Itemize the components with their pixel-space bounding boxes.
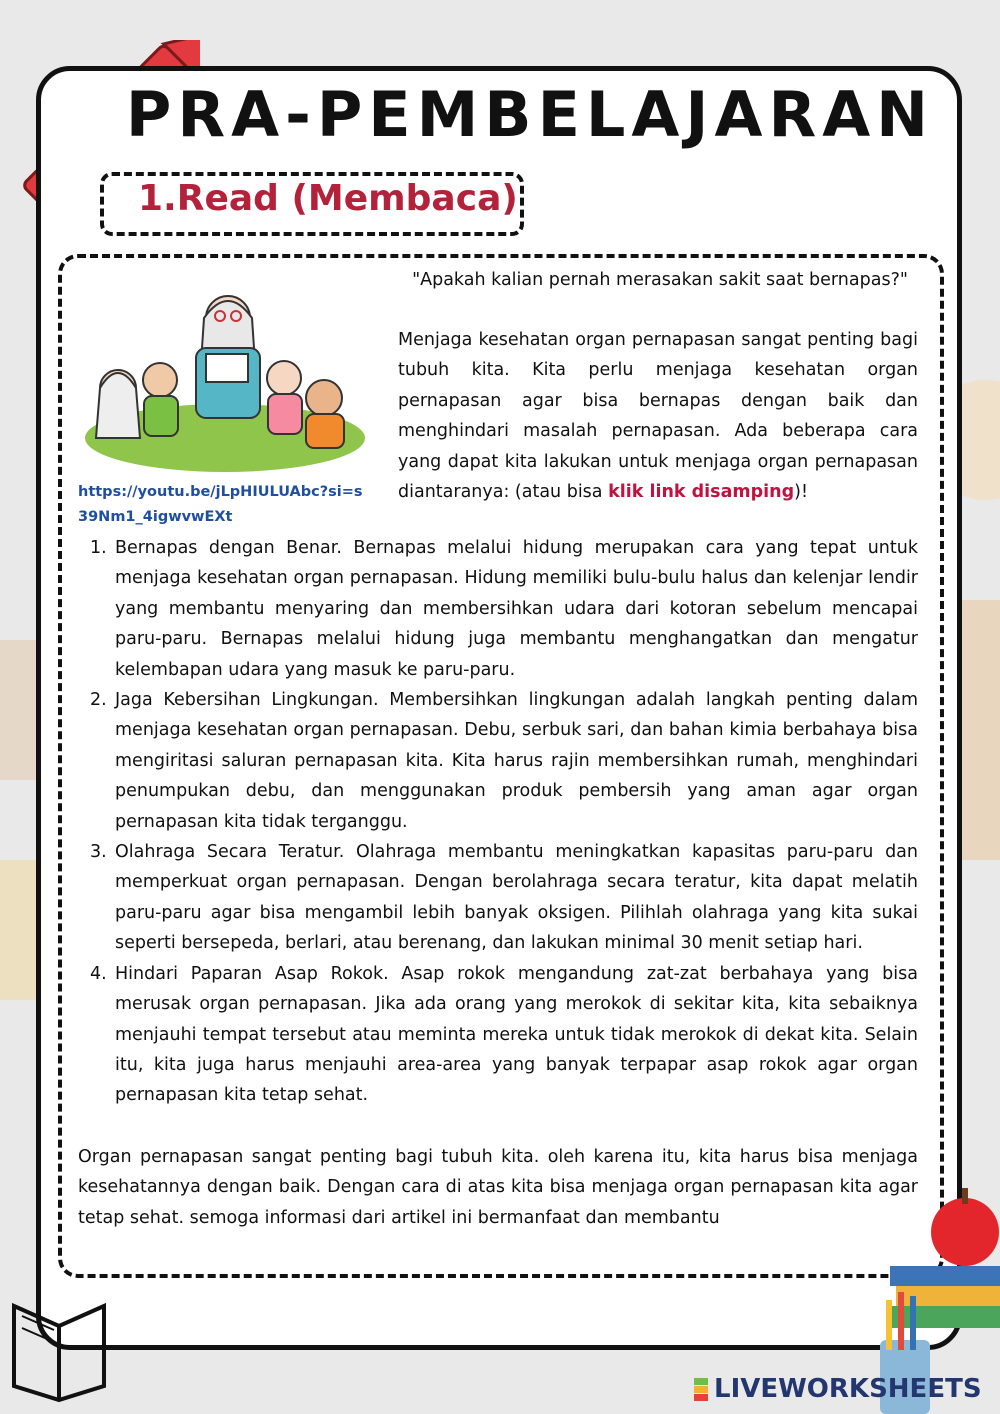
item-number: 3. [90,842,107,863]
item-text: Membersihkan lingkungan adalah langkah penting dalam menjaga kesehatan organ pernapasan. Debu, serbuk sari, dan bahan kimia berbahaya bisa mengiritasi saluran pernapasan kita. Kita harus rajin membersihkan rumah, menghindari penumpukan debu, dan menggunakan produk pembersih yang aman agar organ pernapasan kita tidak terganggu. [115,690,919,832]
brand-mark-icon [694,1378,708,1401]
intro-paragraph [398,325,918,507]
item-text: Bernapas melalui hidung merupakan cara yang tepat untuk menjaga kesehatan organ pernapasan. Hidung memiliki bulu-bulu halus dan kelenjar lendir yang membantu menyaring dan membersihkan udara dari kotoran sebelum mencapai paru-paru. Bernapas melalui hidung juga membantu menghangatkan dan mengatur kelembapan udara yang masuk ke paru-paru. [115,538,918,680]
opening-question: "Apakah kalian pernah merasakan sakit saat bernapas?" [412,270,908,290]
list-item [90,685,918,837]
video-link[interactable]: https://youtu.be/jLpHIULUAbc?si=s39Nm1_4igwvwEXt [78,484,363,525]
list-item [90,533,918,685]
item-number: 4. [90,963,107,984]
list-item [90,959,918,1111]
item-text: Olahraga membantu meningkatkan kapasitas paru-paru dan memperkuat organ pernapasan. Dengan berolahraga secara teratur, kita dapat melatih paru-paru agar bisa mengambil lebih banyak oksigen. Pilihlah olahraga yang kita sukai seperti bersepeda, berlari, atau berenang, dan lakukan minimal 30 menit setiap hari. [115,842,918,954]
closing-paragraph: Organ pernapasan sangat penting bagi tubuh kita. oleh karena itu, kita harus bisa menjaga kesehatannya dengan baik. Dengan cara di atas kita bisa menjaga organ pernapasan kita agar tetap sehat. semoga informasi dari artikel ini bermanfaat dan membantu [78,1147,918,1228]
liveworksheets-logo [694,1374,982,1404]
item-heading: Jaga Kebersihan Lingkungan. [115,690,379,711]
item-number: 1. [90,538,107,558]
intro-end: )! [794,482,808,503]
list-item [90,837,918,959]
page-title: PRA-PEMBELAJARAN [125,78,935,151]
tips-list [90,533,918,1111]
open-book-icon [4,1296,114,1406]
intro-text: Menjaga kesehatan organ pernapasan sangat penting bagi tubuh kita. Kita perlu menjaga kesehatan organ pernapasan agar bisa bernapas dengan baik dan menghindari masalah pernapasan. Ada beberapa cara yang dapat kita lakukan untuk menjaga organ pernapasan diantaranya: (atau bisa [398,330,918,503]
brand-name: LIVEWORKSHEETS [714,1374,982,1404]
section-label: 1.Read (Membaca) [138,178,518,219]
item-heading: Hindari Paparan Asap Rokok. [115,963,389,984]
item-heading: Bernapas dengan Benar. [115,538,342,558]
storytelling-illustration [80,288,370,478]
item-text: Asap rokok mengandung zat-zat berbahaya yang bisa merusak organ pernapasan. Jika ada orang yang merokok di sekitar kita, kita sebaiknya menjauhi tempat tersebut atau meminta mereka untuk tidak merokok di dekat kita. Selain itu, kita juga harus menjauhi area-area yang banyak terpapar asap rokok agar organ pernapasan kita tetap sehat. [115,963,918,1106]
item-heading: Olahraga Secara Teratur. [115,842,345,863]
intro-link[interactable]: klik link disamping [608,482,795,503]
item-number: 2. [90,690,107,711]
